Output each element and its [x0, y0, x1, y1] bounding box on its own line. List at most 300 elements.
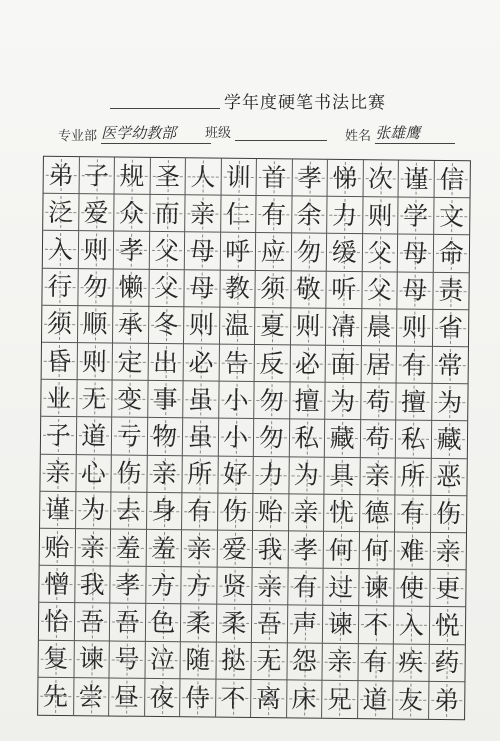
grid-cell	[113, 306, 149, 344]
handwritten-character: 勿	[258, 423, 284, 453]
grid-cell	[79, 194, 115, 232]
grid-cell	[433, 235, 469, 273]
grid-cell	[429, 682, 465, 720]
handwritten-character: 有	[399, 498, 426, 529]
handwritten-character: 须	[46, 309, 73, 339]
handwritten-character: 我	[257, 534, 283, 564]
class-value	[235, 126, 327, 141]
grid-cell	[149, 232, 185, 270]
grid-cell	[220, 233, 256, 271]
grid-cell	[398, 198, 434, 236]
grid-cell	[181, 605, 217, 643]
grid-cell	[253, 494, 289, 532]
handwritten-character: 苟	[365, 386, 391, 417]
handwritten-character: 随	[185, 645, 211, 675]
handwritten-character: 兄	[326, 684, 353, 714]
grid-cell	[38, 678, 74, 716]
grid-cell	[145, 604, 181, 642]
grid-cell	[145, 641, 181, 679]
grid-cell	[183, 381, 219, 419]
handwritten-character: 小	[223, 422, 249, 452]
grid-cell	[146, 567, 182, 605]
grid-cell	[41, 417, 77, 455]
handwritten-character: 训	[225, 162, 252, 192]
grid-cell	[327, 197, 363, 235]
handwritten-character: 则	[367, 200, 393, 231]
grid-cell	[251, 643, 287, 681]
grid-cell	[149, 269, 185, 307]
handwritten-character: 父	[366, 275, 392, 305]
grid-cell	[216, 679, 252, 717]
grid-cell	[182, 456, 218, 494]
grid-cell	[251, 680, 287, 718]
grid-cell	[221, 196, 257, 234]
handwritten-character: 物	[152, 421, 178, 452]
handwritten-character: 柔	[221, 608, 247, 638]
handwritten-character: 离	[255, 683, 282, 714]
grid-cell	[359, 569, 395, 607]
handwritten-character: 谏	[78, 644, 105, 674]
handwritten-character: 出	[152, 347, 179, 377]
handwritten-character: 谨	[44, 495, 71, 525]
handwritten-character: 有	[362, 647, 389, 677]
grid-cell	[110, 604, 146, 642]
handwritten-character: 温	[224, 311, 250, 341]
handwritten-character: 行	[47, 272, 73, 302]
grid-cell	[185, 195, 221, 233]
handwritten-character: 吾	[256, 609, 282, 639]
handwritten-character: 尝	[78, 682, 104, 712]
handwritten-character: 不	[363, 610, 389, 640]
handwritten-character: 更	[435, 573, 461, 603]
handwritten-character: 有	[186, 496, 213, 526]
handwritten-character: 虽	[187, 422, 213, 452]
handwritten-character: 友	[397, 685, 424, 715]
grid-cell	[395, 532, 431, 570]
handwritten-character: 我	[79, 569, 105, 600]
handwritten-character: 所	[187, 459, 213, 489]
grid-cell	[184, 344, 220, 382]
handwritten-character: 先	[42, 681, 69, 711]
handwritten-character: 怨	[291, 646, 318, 676]
grid-cell	[254, 382, 290, 420]
grid-cell	[181, 567, 217, 605]
handwritten-character: 好	[222, 459, 249, 490]
grid-cell	[77, 306, 113, 344]
handwritten-character: 亏	[116, 421, 142, 451]
handwritten-character: 亲	[293, 497, 319, 528]
handwritten-character: 懒	[118, 272, 144, 303]
grid-cell	[431, 496, 467, 534]
grid-cell	[290, 345, 326, 383]
handwritten-character: 不	[220, 683, 246, 713]
handwritten-character: 去	[115, 495, 142, 526]
handwritten-character: 必	[188, 347, 214, 378]
handwritten-character: 须	[260, 274, 286, 304]
grid-cell	[362, 272, 398, 310]
grid-cell	[219, 307, 255, 345]
handwritten-character: 弟	[433, 685, 460, 716]
handwritten-character: 入	[398, 610, 424, 640]
handwritten-character: 凊	[330, 312, 357, 342]
grid-cell	[255, 271, 291, 309]
grid-cell	[114, 195, 150, 233]
handwritten-character: 孝	[115, 570, 141, 600]
title-text: 学年度硬笔书法比赛	[224, 93, 386, 113]
handwritten-character: 力	[258, 460, 284, 490]
tianzige-grid	[37, 156, 471, 720]
handwritten-character: 擅	[294, 386, 320, 416]
handwritten-character: 母	[402, 238, 428, 268]
handwritten-character: 侍	[184, 683, 211, 713]
grid-cell	[325, 383, 361, 421]
handwritten-character: 贻	[44, 532, 70, 562]
handwritten-character: 身	[151, 496, 177, 526]
handwritten-character: 何	[363, 535, 390, 566]
handwritten-character: 色	[150, 607, 176, 638]
grid-cell	[291, 271, 327, 309]
grid-cell	[360, 495, 396, 533]
grid-cell	[216, 642, 252, 680]
grid-cell	[326, 309, 362, 347]
handwritten-character: 孝	[118, 235, 144, 265]
grid-cell	[147, 493, 183, 531]
grid-cell	[363, 160, 399, 198]
grid-cell	[324, 457, 360, 495]
handwritten-character: 则	[401, 312, 428, 343]
handwritten-character: 亲	[364, 461, 391, 491]
handwritten-character: 吾	[114, 607, 140, 637]
grid-cell	[287, 606, 323, 644]
handwritten-character: 缓	[331, 237, 357, 268]
handwritten-character: 怡	[43, 606, 69, 637]
major-label: 专业部	[58, 129, 98, 144]
grid-cell	[216, 605, 252, 643]
handwritten-character: 忧	[328, 498, 355, 528]
handwritten-character: 省	[437, 313, 464, 343]
grid-cell	[79, 157, 115, 195]
grid-cell	[75, 566, 111, 604]
grid-cell	[218, 456, 254, 494]
grid-cell	[358, 681, 394, 719]
handwritten-character: 则	[81, 346, 108, 377]
grid-cell	[39, 566, 75, 604]
handwritten-character: 顺	[82, 309, 108, 339]
grid-cell	[252, 605, 288, 643]
handwritten-character: 入	[47, 234, 73, 265]
grid-cell	[182, 530, 218, 568]
grid-cell	[323, 569, 359, 607]
grid-cell	[325, 420, 361, 458]
grid-cell	[289, 420, 325, 458]
handwritten-character: 贤	[221, 571, 247, 601]
handwritten-character: 面	[330, 349, 356, 379]
grid-cell	[324, 532, 360, 570]
grid-cell	[111, 455, 147, 493]
handwritten-character: 业	[45, 383, 72, 413]
handwritten-character: 悌	[332, 163, 358, 193]
handwritten-character: 母	[402, 275, 428, 305]
grid-cell	[109, 678, 145, 716]
grid-cell	[182, 493, 218, 531]
grid-cell	[361, 309, 397, 347]
handwritten-character: 昼	[113, 682, 140, 712]
handwritten-character: 勿	[82, 272, 108, 302]
sheet-title	[110, 88, 430, 114]
handwritten-character: 信	[439, 164, 465, 194]
handwritten-character: 为	[329, 386, 356, 416]
handwritten-character: 圣	[154, 161, 181, 191]
handwritten-character: 爱	[221, 534, 248, 564]
grid-cell	[360, 421, 396, 459]
grid-cell	[431, 458, 467, 496]
handwritten-character: 藏	[436, 424, 462, 455]
grid-cell	[150, 195, 186, 233]
handwritten-character: 吾	[79, 607, 105, 637]
grid-cell	[74, 641, 110, 679]
year-blank-line	[110, 108, 220, 109]
grid-cell	[185, 233, 221, 271]
handwritten-character: 所	[400, 461, 426, 491]
handwritten-character: 责	[438, 276, 464, 306]
grid-cell	[287, 643, 323, 681]
handwritten-character: 母	[189, 236, 215, 266]
grid-cell	[326, 271, 362, 309]
handwritten-character: 居	[365, 349, 392, 380]
grid-cell	[291, 234, 327, 272]
grid-cell	[147, 418, 183, 456]
handwritten-character: 有	[401, 350, 427, 380]
handwritten-character: 呼	[225, 236, 251, 266]
grid-cell	[327, 234, 363, 272]
grid-cell	[218, 419, 254, 457]
handwritten-character: 变	[116, 384, 143, 414]
handwritten-character: 亲	[45, 458, 71, 488]
handwritten-character: 床	[291, 684, 317, 714]
handwritten-character: 为	[293, 460, 320, 490]
grid-cell	[328, 160, 364, 198]
handwritten-character: 余	[296, 200, 322, 230]
handwritten-character: 勿	[296, 237, 322, 267]
handwritten-character: 亲	[257, 571, 283, 602]
handwritten-character: 父	[153, 273, 179, 303]
grid-cell	[219, 345, 255, 383]
handwritten-character: 首	[261, 162, 287, 192]
handwritten-character: 亲	[151, 459, 178, 489]
handwritten-character: 勿	[258, 385, 285, 416]
handwritten-character: 悦	[434, 610, 460, 641]
grid-cell	[360, 458, 396, 496]
handwritten-character: 冬	[153, 310, 179, 340]
handwritten-character: 具	[329, 460, 355, 491]
grid-cell	[323, 606, 359, 644]
handwritten-character: 柔	[185, 608, 211, 638]
handwritten-character: 晨	[366, 312, 392, 342]
grid-cell	[429, 607, 465, 645]
major-field	[58, 122, 211, 144]
grid-cell	[292, 197, 328, 235]
grid-cell	[76, 418, 112, 456]
handwritten-character: 挞	[220, 645, 247, 676]
handwritten-character: 为	[436, 387, 463, 417]
handwritten-character: 道	[362, 685, 388, 715]
grid-cell	[358, 644, 394, 682]
grid-cell	[359, 532, 395, 570]
grid-cell	[394, 570, 430, 608]
grid-cell	[186, 158, 222, 196]
grid-cell	[256, 233, 292, 271]
grid-cell	[114, 232, 150, 270]
grid-cell	[396, 384, 432, 422]
grid-cell	[43, 194, 79, 232]
grid-cell	[76, 455, 112, 493]
handwritten-character: 泣	[149, 645, 176, 675]
grid-cell	[393, 681, 429, 719]
handwritten-character: 擅	[400, 387, 427, 417]
handwritten-character: 子	[45, 420, 71, 451]
grid-cell	[113, 344, 149, 382]
handwritten-character: 号	[114, 644, 140, 674]
handwritten-character: 苟	[365, 424, 391, 454]
handwritten-character: 敬	[295, 274, 321, 304]
handwritten-character: 常	[437, 350, 463, 380]
grid-cell	[397, 309, 433, 347]
handwritten-character: 藏	[329, 423, 355, 454]
handwritten-character: 羞	[150, 533, 177, 563]
grid-cell	[288, 569, 324, 607]
grid-cell	[76, 492, 112, 530]
grid-cell	[289, 457, 325, 495]
grid-cell	[397, 346, 433, 384]
grid-cell	[75, 529, 111, 567]
grid-cell	[38, 640, 74, 678]
handwritten-character: 昏	[46, 346, 72, 376]
grid-cell	[221, 159, 257, 197]
handwritten-character: 父	[154, 235, 180, 266]
grid-cell	[255, 345, 291, 383]
handwritten-character: 而	[154, 198, 180, 228]
handwritten-character: 谏	[327, 609, 353, 640]
handwritten-character: 方	[150, 570, 176, 600]
handwritten-character: 谨	[403, 164, 429, 194]
grid-cell	[146, 530, 182, 568]
grid-cell	[397, 272, 433, 310]
handwritten-character: 命	[438, 238, 464, 269]
handwritten-character: 定	[117, 347, 143, 377]
grid-cell	[150, 158, 186, 196]
handwritten-character: 亲	[435, 536, 461, 566]
grid-cell	[429, 644, 465, 682]
grid-cell	[253, 531, 289, 569]
handwritten-character: 小	[223, 385, 249, 415]
handwritten-character: 众	[118, 198, 145, 228]
grid-cell	[255, 308, 291, 346]
grid-cell	[253, 457, 289, 495]
grid-cell	[111, 492, 147, 530]
grid-cell	[217, 568, 253, 606]
handwritten-character: 仁	[225, 199, 251, 229]
handwritten-character: 疾	[398, 647, 424, 677]
grid-cell	[254, 419, 290, 457]
grid-cell	[184, 307, 220, 345]
handwritten-character: 力	[331, 200, 358, 230]
handwritten-character: 孝	[292, 535, 319, 565]
name-field	[345, 122, 455, 144]
handwritten-character: 声	[292, 609, 318, 639]
grid-cell	[399, 161, 435, 199]
grid-cell	[148, 381, 184, 419]
handwritten-character: 心	[80, 458, 107, 488]
handwritten-character: 伤	[435, 499, 462, 529]
handwritten-character: 憎	[44, 569, 70, 599]
handwritten-character: 弟	[48, 160, 74, 190]
handwritten-character: 亲	[186, 533, 212, 564]
grid-cell	[288, 531, 324, 569]
handwritten-character: 爱	[83, 197, 109, 228]
major-value: 医学幼教部	[101, 122, 211, 144]
handwritten-character: 私	[400, 424, 426, 454]
grid-cell	[433, 272, 469, 310]
handwritten-character: 则	[295, 311, 321, 342]
handwritten-character: 贻	[257, 497, 284, 527]
handwritten-character: 有	[292, 572, 318, 602]
grid-cell	[290, 308, 326, 346]
grid-cell	[112, 418, 148, 456]
grid-cell	[109, 641, 145, 679]
grid-cell	[44, 157, 80, 195]
handwritten-character: 则	[83, 235, 109, 265]
grid-cell	[393, 644, 429, 682]
grid-cell	[394, 607, 430, 645]
grid-cell	[326, 346, 362, 384]
handwritten-character: 教	[224, 273, 250, 304]
handwritten-character: 道	[81, 421, 107, 451]
grid-cell	[147, 455, 183, 493]
handwritten-character: 承	[117, 309, 144, 340]
grid-cell	[41, 380, 77, 418]
handwritten-character: 则	[188, 310, 215, 340]
grid-cell	[398, 235, 434, 273]
handwritten-character: 无	[81, 383, 107, 414]
grid-cell	[77, 380, 113, 418]
grid-cell	[220, 270, 256, 308]
handwritten-character: 事	[152, 384, 178, 414]
grid-cell	[43, 231, 79, 269]
handwritten-character: 羞	[115, 533, 141, 563]
grid-cell	[430, 533, 466, 571]
grid-cell	[292, 159, 328, 197]
grid-cell	[78, 232, 114, 270]
handwritten-character: 反	[259, 348, 285, 378]
grid-cell	[218, 493, 254, 531]
grid-cell	[110, 567, 146, 605]
grid-cell	[290, 383, 326, 421]
grid-cell	[432, 310, 468, 348]
grid-cell	[183, 419, 219, 457]
grid-cell	[77, 343, 113, 381]
grid-cell	[180, 679, 216, 717]
grid-cell	[395, 495, 431, 533]
grid-cell	[40, 529, 76, 567]
grid-cell	[430, 570, 466, 608]
grid-cell	[40, 492, 76, 530]
handwritten-character: 难	[399, 536, 425, 566]
handwritten-character: 应	[260, 237, 286, 267]
handwritten-character: 方	[186, 571, 212, 601]
handwritten-character: 虽	[187, 385, 214, 415]
grid-cell	[217, 531, 253, 569]
grid-cell	[396, 421, 432, 459]
